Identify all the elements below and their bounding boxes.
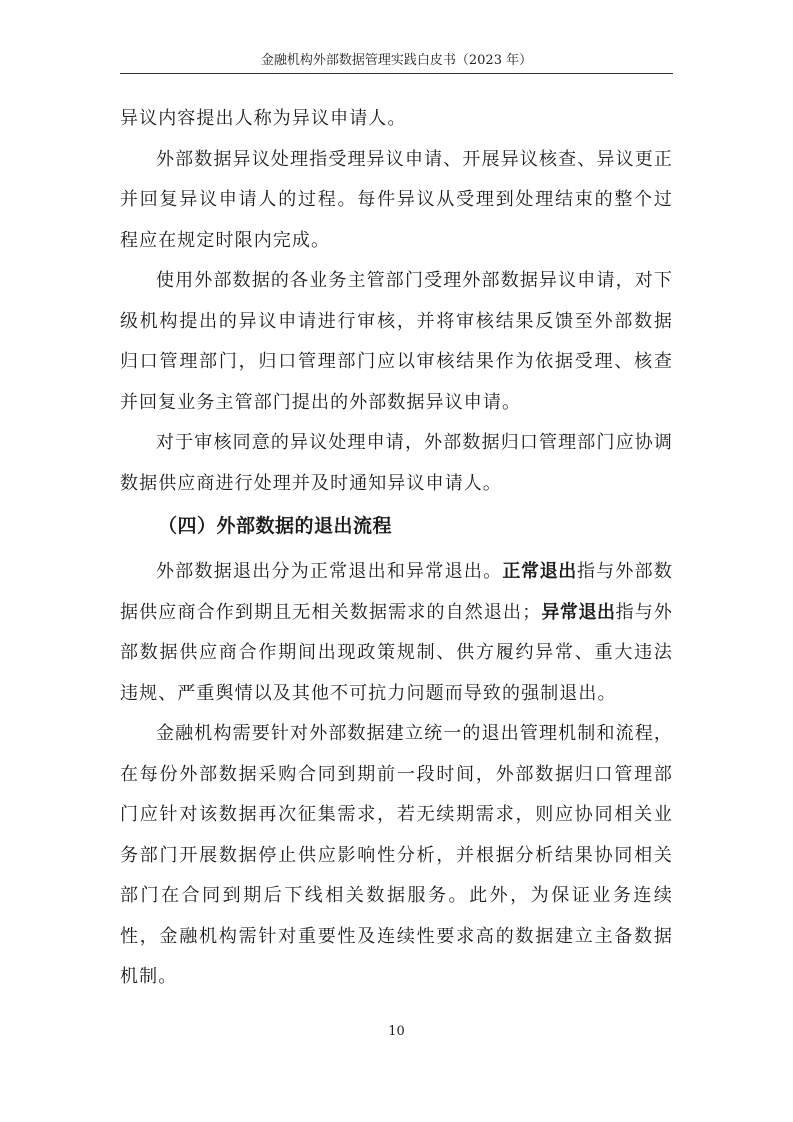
page-number: 10	[388, 1024, 405, 1039]
term-abnormal-exit: 异常退出	[541, 601, 616, 623]
exit-types-intro: 外部数据退出分为正常退出和异常退出。	[156, 561, 503, 582]
abnormal-exit-definition: 指与外部数据供应商合作期间出现政策规制、供方履约异常、重大违法违规、严重舆情以及其他不可抗力问题而导致的强制退出。	[120, 601, 673, 704]
paragraph-supplier-coordination: 对于审核同意的异议处理申请，外部数据归口管理部门应协调数据供应商进行处理并及时通知异议申请人。	[120, 432, 673, 494]
paragraph-exit-types	[120, 552, 673, 714]
section-heading-exit-process: （四）外部数据的退出流程	[158, 515, 393, 537]
paragraph-objection-applicant: 异议内容提出人称为异议申请人。	[120, 108, 407, 129]
normal-exit-definition: 指与外部数据供应商合作到期且无相关数据需求的自然退出；	[120, 561, 674, 623]
document-body	[120, 99, 673, 998]
paragraph-objection-handling: 外部数据异议处理指受理异议申请、开展异议核查、异议更正并回复异议申请人的过程。每件异议从受理到处理结束的整个过程应在规定时限内完成。	[120, 148, 673, 251]
paragraph-department-review: 使用外部数据的各业务主管部门受理外部数据异议申请，对下级机构提出的异议申请进行审核，并将审核结果反馈至外部数据归口管理部门，归口管理部门应以审核结果作为依据受理、核查并回复业务主管部门提出的外部数据异议申请。	[120, 270, 673, 413]
header-divider	[120, 73, 673, 74]
page-header-title: 金融机构外部数据管理实践白皮书（2023 年）	[260, 53, 533, 68]
term-normal-exit: 正常退出	[502, 561, 577, 582]
paragraph-exit-mechanism: 金融机构需要针对外部数据建立统一的退出管理机制和流程，在每份外部数据采购合同到期前一段时间，外部数据归口管理部门应针对该数据再次征集需求，若无续期需求，则应协同相关业务部门开展数据停止供应影响性分析，并根据分析结果协同相关部门在合同到期后下线相关数据服务。此外，为保证业务连续性，金融机构需针对重要性及连续性要求高的数据建立主备数据机制。	[120, 723, 673, 987]
